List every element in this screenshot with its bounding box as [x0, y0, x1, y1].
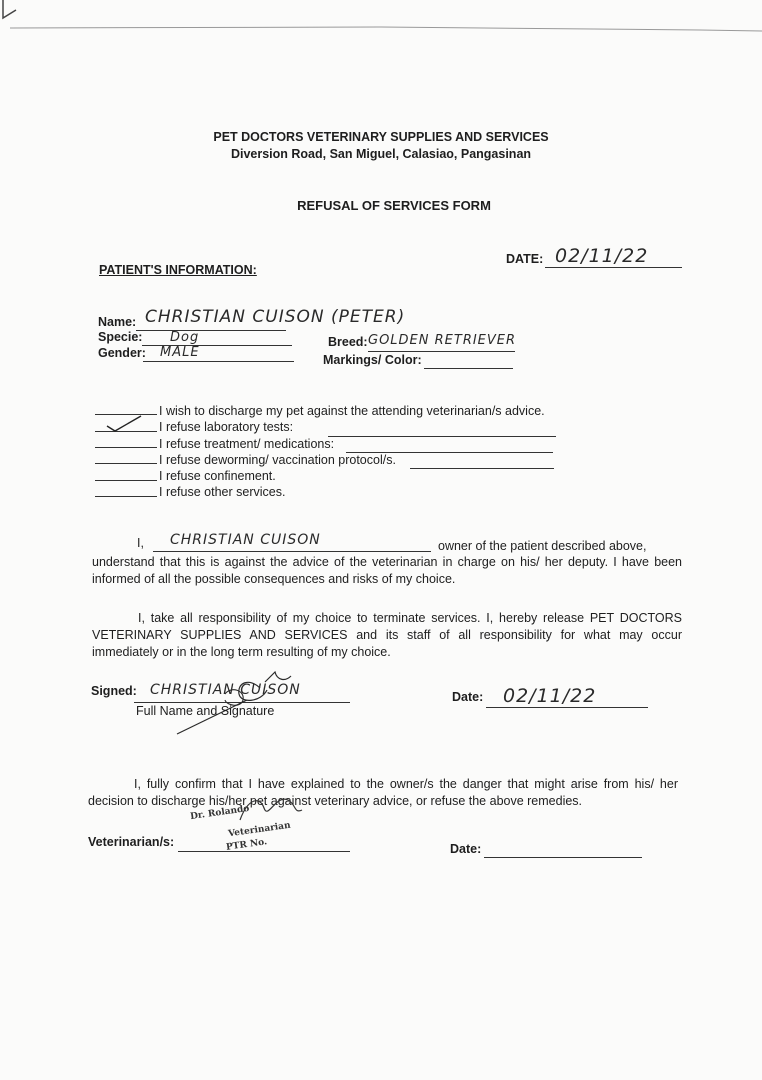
checklist-item-2: I refuse laboratory tests: — [159, 420, 294, 434]
signed-sub-label: Full Name and Signature — [136, 704, 275, 718]
checklist-blank-4[interactable] — [95, 463, 157, 464]
stamp-signature-scribble — [236, 790, 306, 830]
name-value: CHRISTIAN CUISON (PETER) — [145, 307, 406, 327]
markings-label: Markings/ Color: — [323, 353, 422, 367]
name-line — [136, 330, 286, 331]
signed-date-value: 02/11/22 — [503, 685, 597, 707]
lab-tests-line[interactable] — [328, 436, 556, 437]
checklist-item-4: I refuse deworming/ vaccination protocol/s. — [159, 453, 396, 467]
owner-name-line[interactable] — [153, 551, 431, 552]
gender-line — [143, 361, 294, 362]
checklist-blank-5[interactable] — [95, 480, 157, 481]
gender-label: Gender: — [98, 346, 146, 360]
checkmark-icon — [105, 412, 145, 434]
checklist-item-6: I refuse other services. — [159, 485, 286, 499]
vet-date-line[interactable] — [484, 857, 642, 858]
owner-statement-body: understand that this is against the advice of the veterinarian in charge on his/ her deputy. I have been informed of all the possible consequences and risks of my choice. — [92, 555, 682, 586]
name-label: Name: — [98, 315, 137, 329]
date-line — [545, 267, 682, 268]
scan-edge-artifact — [0, 0, 762, 40]
specie-label: Specie: — [98, 330, 143, 344]
vet-label: Veterinarian/s: — [88, 835, 175, 849]
stamp-title: Veterinarian — [227, 820, 292, 840]
signature-scribble — [165, 660, 325, 740]
form-title: REFUSAL OF SERVICES FORM — [297, 198, 491, 213]
checklist-blank-3[interactable] — [95, 447, 157, 448]
responsibility-paragraph: I, take all responsibility of my choice to terminate services. I, hereby release PET DOCTORS VETERINARY SUPPLIES AND SERVICES and its staff of all responsibility for what may occur immediately or in the long term resulting of my choice. — [92, 611, 682, 659]
stamp-name: Dr. Rolando — [189, 803, 250, 823]
owner-line1-rest: owner of the patient described above, — [438, 539, 647, 553]
deworming-line[interactable] — [410, 468, 554, 469]
vet-stamp — [186, 800, 306, 856]
checklist-item-3: I refuse treatment/ medications: — [159, 437, 335, 451]
signed-date-label: Date: — [452, 690, 484, 704]
patient-info-title: PATIENT'S INFORMATION: — [99, 263, 257, 277]
markings-line — [424, 368, 513, 369]
checklist-item-5: I refuse confinement. — [159, 469, 276, 483]
vet-date-label: Date: — [450, 842, 482, 856]
date-label: DATE: — [506, 252, 544, 266]
date-value: 02/11/22 — [555, 245, 649, 267]
confirmation-paragraph: I, fully confirm that I have explained to the owner/s the danger that might arise from his/ her decision to discharge his/her pet against veterinary advice, or refuse the above remedies. — [88, 777, 678, 808]
signed-value: CHRISTIAN CUISON — [150, 682, 301, 698]
owner-name-value: CHRISTIAN CUISON — [170, 532, 321, 548]
signed-date-line[interactable] — [486, 707, 648, 708]
vet-line[interactable] — [178, 851, 350, 852]
breed-line — [368, 351, 515, 352]
specie-value: Dog — [170, 330, 200, 345]
breed-label: Breed: — [328, 335, 368, 349]
checklist-blank-6[interactable] — [95, 496, 157, 497]
company-address: Diversion Road, San Miguel, Calasiao, Pangasinan — [230, 147, 532, 161]
owner-prefix: I, — [137, 536, 144, 550]
checklist-item-1: I wish to discharge my pet against the attending veterinarian/s advice. — [159, 404, 545, 418]
breed-value: GOLDEN RETRIEVER — [368, 333, 517, 348]
stamp-ptr: PTR No. — [225, 837, 268, 853]
company-name: PET DOCTORS VETERINARY SUPPLIES AND SERVICES — [213, 130, 549, 144]
signed-label: Signed: — [91, 684, 137, 698]
gender-value: MALE — [160, 345, 200, 360]
